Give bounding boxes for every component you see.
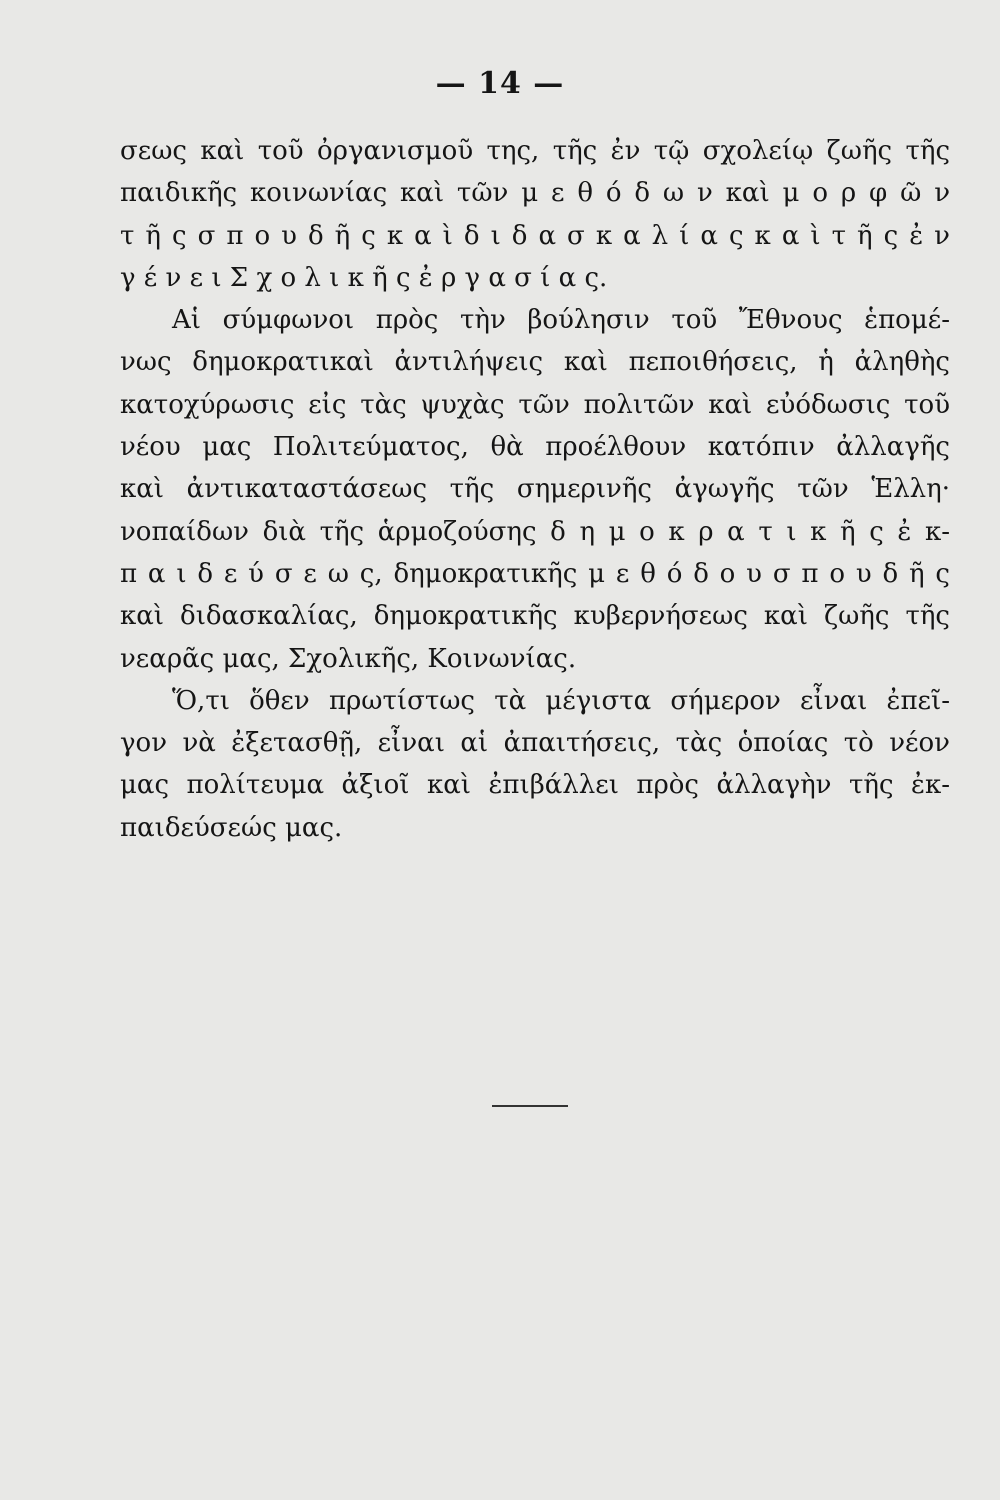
- paragraph-2: [120, 299, 950, 680]
- text-line: νεαρᾶς μας, Σχολικῆς, Κοινωνίας.: [120, 643, 577, 674]
- text-line: νως δημοκρατικαὶ ἀντιλήψεις καὶ πεποιθήσεις, ἡ ἀληθὴς: [120, 347, 950, 378]
- text-line: τ ῆ ς σ π ο υ δ ῆ ς κ α ὶ δ ι δ α σ κ α λ ί α ς κ α ὶ τ ῆ ς ἐ ν: [120, 220, 950, 251]
- text-line: νοπαίδων διὰ τῆς ἁρμοζούσης δ η μ ο κ ρ α τ ι κ ῆ ς ἐ κ-: [120, 516, 950, 547]
- text-line: καὶ ἀντικαταστάσεως τῆς σημερινῆς ἀγωγῆς τῶν Ἑλλη·: [120, 474, 950, 505]
- text-line: σεως καὶ τοῦ ὀργανισμοῦ της, τῆς ἐν τῷ σχολείῳ ζωῆς τῆς: [120, 136, 950, 166]
- text-line: Αἱ σύμφωνοι πρὸς τὴν βούλησιν τοῦ Ἔθνους ἑπομέ-: [172, 305, 950, 336]
- paragraph-3: [120, 680, 950, 849]
- text-line: μας πολίτευμα ἀξιοῖ καὶ ἐπιβάλλει πρὸς ἀλλαγὴν τῆς ἐκ-: [120, 770, 950, 801]
- text-line: καὶ διδασκαλίας, δημοκρατικῆς κυβερνήσεως καὶ ζωῆς τῆς: [120, 601, 950, 632]
- page-number: — 14 —: [435, 66, 565, 101]
- text-line: παιδεύσεώς μας.: [120, 812, 343, 843]
- text-line: νέου μας Πολιτεύματος, θὰ προέλθουν κατόπιν ἀλλαγῆς: [120, 432, 950, 463]
- text-line: γ έ ν ε ι Σ χ ο λ ι κ ῆ ς ἐ ρ γ α σ ί α ς.: [120, 262, 608, 293]
- text-line: γον νὰ ἐξετασθῇ, εἶναι αἱ ἀπαιτήσεις, τὰς ὁποίας τὸ νέον: [120, 728, 950, 759]
- text-line: παιδικῆς κοινωνίας καὶ τῶν μ ε θ ό δ ω ν καὶ μ ο ρ φ ῶ ν: [120, 178, 950, 209]
- end-rule-divider: [492, 1105, 568, 1107]
- body-text: [120, 130, 950, 849]
- text-line: π α ι δ ε ύ σ ε ω ς, δημοκρατικῆς μ ε θ ό δ ο υ σ π ο υ δ ῆ ς: [120, 558, 950, 589]
- paragraph-1: [120, 130, 950, 299]
- text-line: Ὅ,τι ὅθεν πρωτίστως τὰ μέγιστα σήμερον εἶναι ἐπεῖ-: [172, 685, 950, 716]
- text-line: κατοχύρωσις εἰς τὰς ψυχὰς τῶν πολιτῶν καὶ εὐόδωσις τοῦ: [120, 389, 950, 420]
